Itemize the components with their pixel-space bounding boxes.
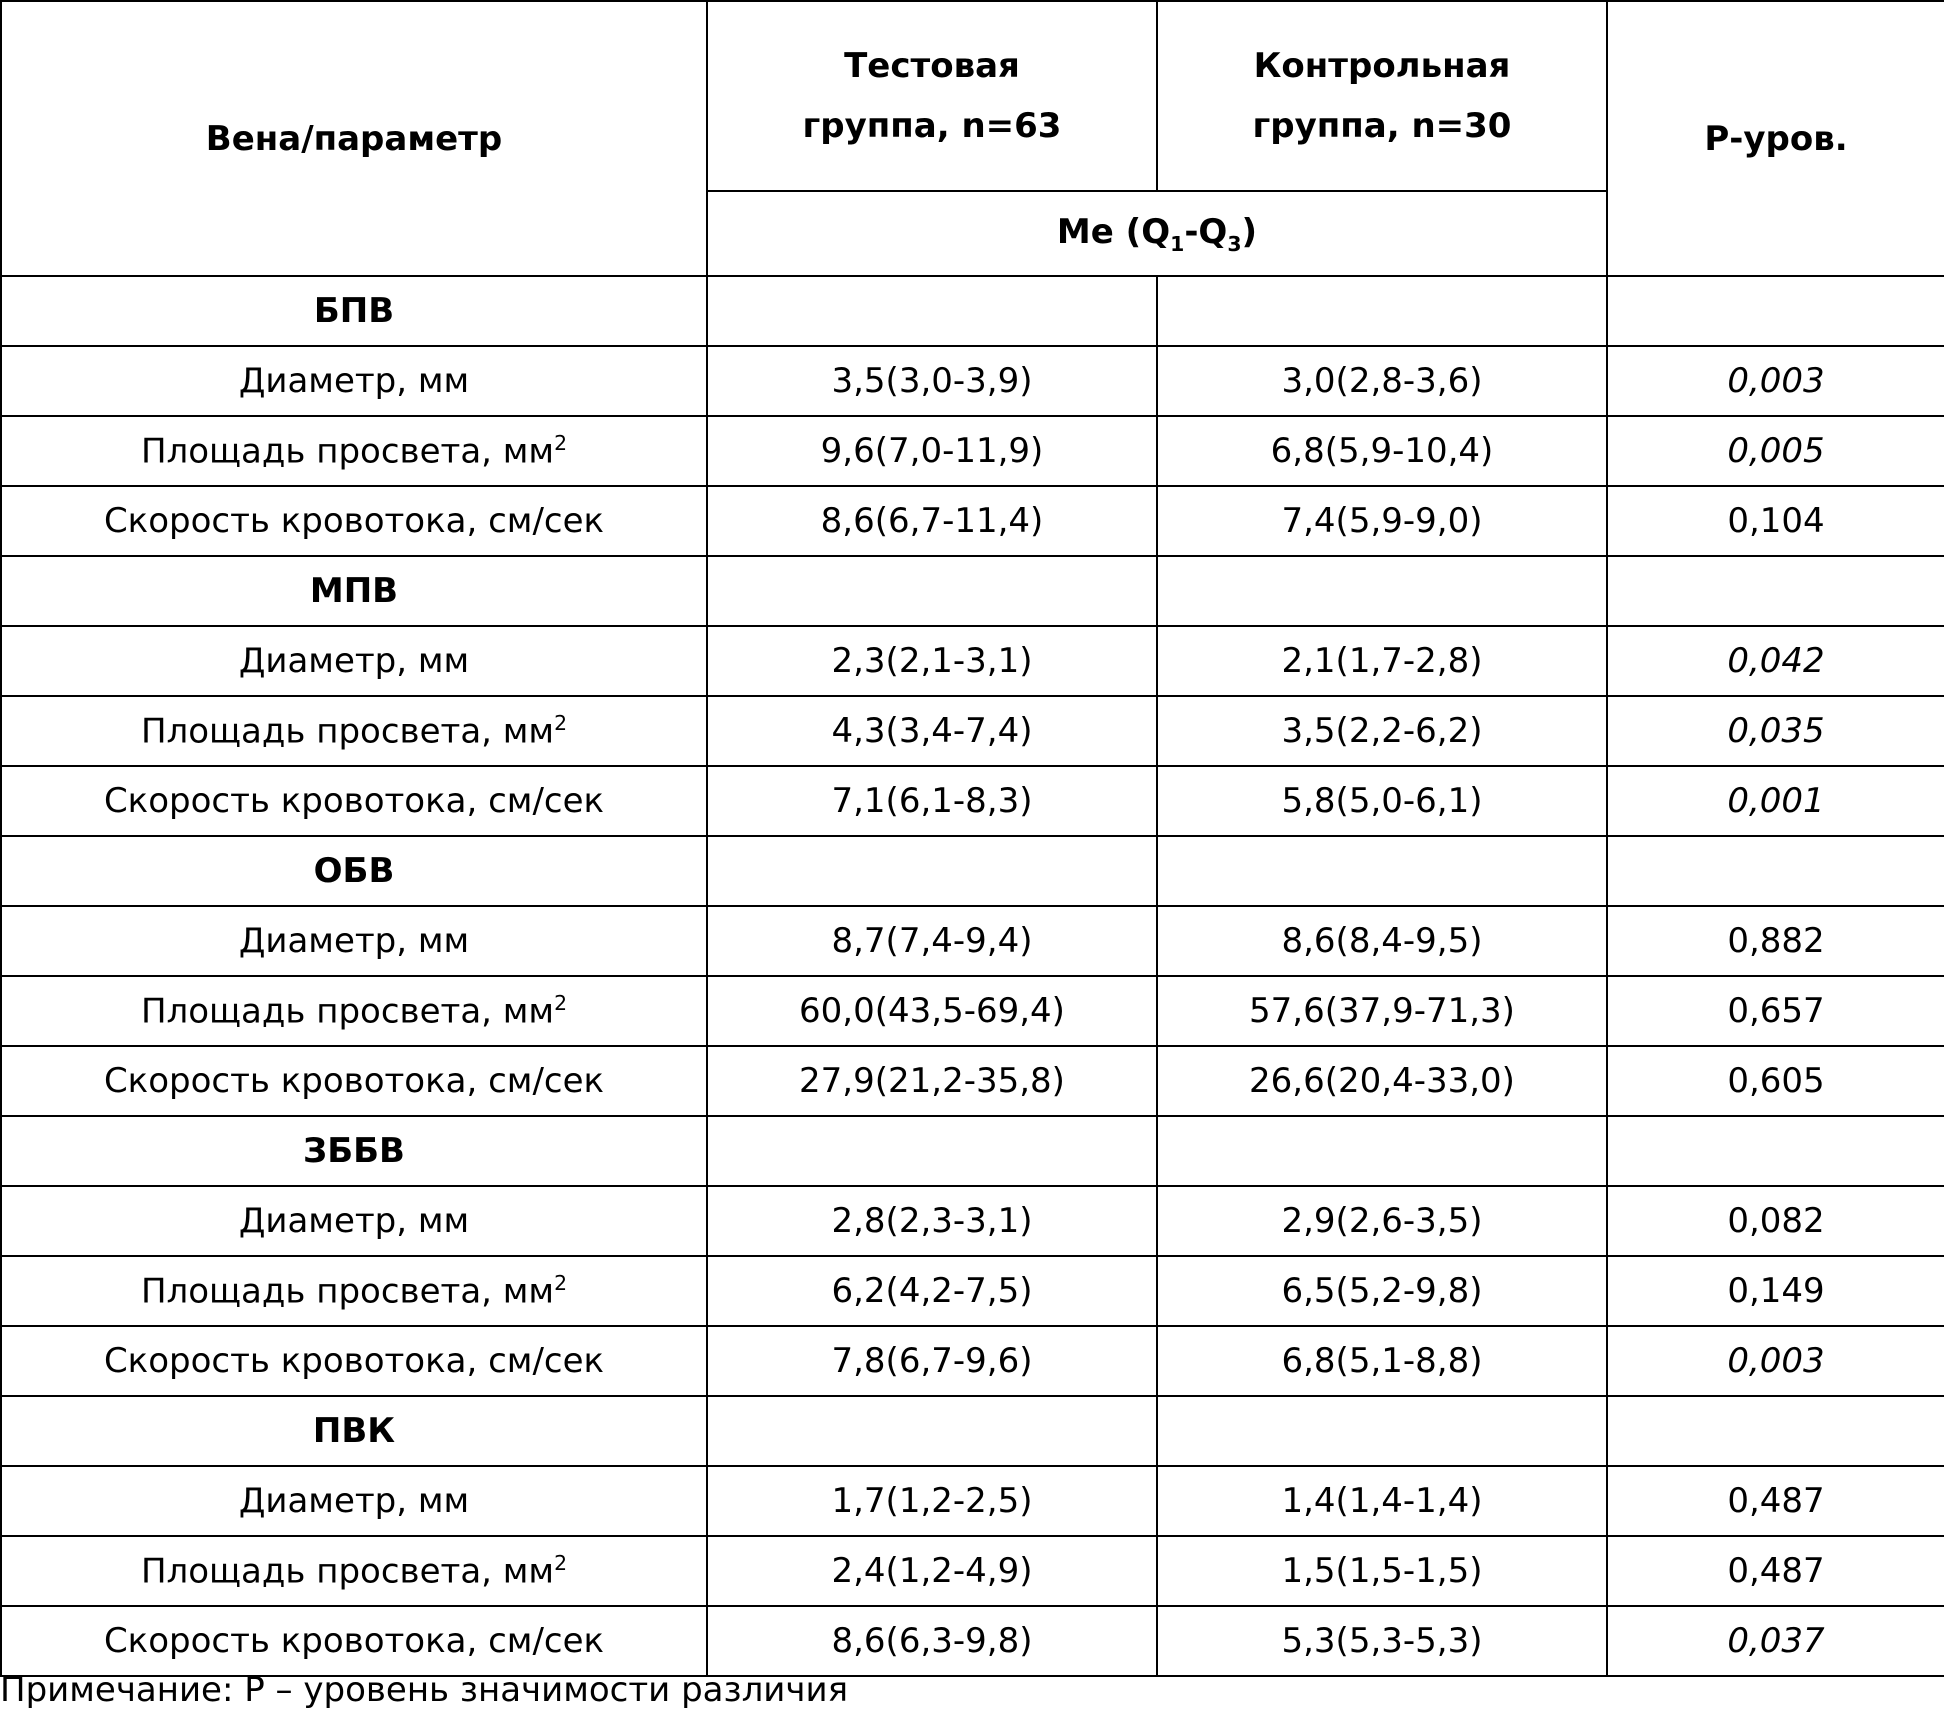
parameter-cell [1,1606,707,1676]
parameter-cell [1,626,707,696]
control-group-value: 3,0(2,8-3,6) [1157,346,1607,416]
parameter-cell [1,486,707,556]
header-median-prefix: Me (Q [1056,211,1171,252]
control-group-value: 26,6(20,4-33,0) [1157,1046,1607,1116]
area-label: Площадь просвета, мм [140,711,555,752]
p-value: 0,042 [1607,626,1944,696]
control-group-value: 1,4(1,4-1,4) [1157,1466,1607,1536]
test-group-value: 2,4(1,2-4,9) [707,1536,1157,1606]
empty-cell [1607,276,1944,346]
table-row [1,1466,1944,1536]
diameter-label: Диаметр, мм [238,921,470,961]
test-group-value: 1,7(1,2-2,5) [707,1466,1157,1536]
test-group-value: 2,3(2,1-3,1) [707,626,1157,696]
empty-cell [707,1116,1157,1186]
velocity-label: Скорость кровотока, см/сек [103,1061,605,1101]
empty-cell [1607,556,1944,626]
table-row [1,1536,1944,1606]
p-value: 0,037 [1607,1606,1944,1676]
group-row [1,836,1944,906]
control-group-value: 6,8(5,1-8,8) [1157,1326,1607,1396]
header-p-level: Р-уров. [1607,1,1944,276]
table-row [1,486,1944,556]
table-row [1,766,1944,836]
table-row [1,1326,1944,1396]
control-group-value: 57,6(37,9-71,3) [1157,976,1607,1046]
control-group-value: 1,5(1,5-1,5) [1157,1536,1607,1606]
area-label: Площадь просвета, мм [140,1551,555,1592]
empty-cell [1607,836,1944,906]
diameter-label: Диаметр, мм [238,641,470,681]
table-row [1,1606,1944,1676]
empty-cell [1157,836,1607,906]
header-control-group [1157,1,1607,191]
test-group-value: 3,5(3,0-3,9) [707,346,1157,416]
p-value: 0,005 [1607,416,1944,486]
area-unit-superscript: 2 [554,430,568,455]
control-group-value: 7,4(5,9-9,0) [1157,486,1607,556]
header-test-group [707,1,1157,191]
header-control-group-line1: Контрольная [1253,46,1511,86]
empty-cell [707,276,1157,346]
empty-cell [707,1396,1157,1466]
parameter-cell [1,416,707,486]
vein-group-name: ОБВ [1,836,707,906]
diameter-label: Диаметр, мм [238,361,470,401]
control-group-value: 2,9(2,6-3,5) [1157,1186,1607,1256]
parameter-cell [1,976,707,1046]
parameter-cell [1,766,707,836]
header-q3-subscript: 3 [1227,231,1242,256]
table-row [1,906,1944,976]
vein-group-name: ЗББВ [1,1116,707,1186]
empty-cell [1157,1116,1607,1186]
diameter-label: Диаметр, мм [238,1481,470,1521]
area-unit-superscript: 2 [554,710,568,735]
header-control-group-line2: группа, n=30 [1252,106,1512,146]
area-unit-superscript: 2 [554,1270,568,1295]
test-group-value: 27,9(21,2-35,8) [707,1046,1157,1116]
parameter-cell [1,1326,707,1396]
group-row [1,1116,1944,1186]
test-group-value: 8,6(6,7-11,4) [707,486,1157,556]
velocity-label: Скорость кровотока, см/сек [103,1341,605,1381]
p-value: 0,149 [1607,1256,1944,1326]
empty-cell [707,836,1157,906]
p-value: 0,003 [1607,346,1944,416]
parameter-cell [1,696,707,766]
test-group-value: 7,1(6,1-8,3) [707,766,1157,836]
p-value: 0,487 [1607,1466,1944,1536]
parameter-cell [1,1046,707,1116]
table-row [1,1256,1944,1326]
header-median-quartiles [707,191,1607,276]
table-row [1,976,1944,1046]
empty-cell [1607,1116,1944,1186]
table-footnote: Примечание: Р – уровень значимости различия [0,1670,849,1710]
parameter-cell [1,1256,707,1326]
vein-group-name: ПВК [1,1396,707,1466]
header-test-group-line1: Тестовая [844,46,1020,86]
table-header [1,1,1944,276]
control-group-value: 2,1(1,7-2,8) [1157,626,1607,696]
area-label: Площадь просвета, мм [140,431,555,472]
test-group-value: 60,0(43,5-69,4) [707,976,1157,1046]
control-group-value: 3,5(2,2-6,2) [1157,696,1607,766]
empty-cell [1157,1396,1607,1466]
group-row [1,276,1944,346]
area-label: Площадь просвета, мм [140,1271,555,1312]
p-value: 0,882 [1607,906,1944,976]
table-row [1,416,1944,486]
control-group-value: 5,3(5,3-5,3) [1157,1606,1607,1676]
velocity-label: Скорость кровотока, см/сек [103,781,605,821]
control-group-value: 6,5(5,2-9,8) [1157,1256,1607,1326]
parameter-cell [1,1186,707,1256]
header-median-mid: -Q [1184,211,1228,252]
p-value: 0,605 [1607,1046,1944,1116]
table-body [1,276,1944,1676]
empty-cell [1607,1396,1944,1466]
group-row [1,1396,1944,1466]
group-row [1,556,1944,626]
table-row [1,1186,1944,1256]
control-group-value: 8,6(8,4-9,5) [1157,906,1607,976]
header-median-suffix: ) [1241,211,1258,252]
empty-cell [707,556,1157,626]
parameter-cell [1,906,707,976]
vein-group-name: МПВ [1,556,707,626]
parameter-cell [1,1466,707,1536]
p-value: 0,657 [1607,976,1944,1046]
vein-group-name: БПВ [1,276,707,346]
p-value: 0,104 [1607,486,1944,556]
test-group-value: 4,3(3,4-7,4) [707,696,1157,766]
area-unit-superscript: 2 [554,1550,568,1575]
control-group-value: 5,8(5,0-6,1) [1157,766,1607,836]
test-group-value: 9,6(7,0-11,9) [707,416,1157,486]
parameter-cell [1,346,707,416]
p-value: 0,035 [1607,696,1944,766]
test-group-value: 2,8(2,3-3,1) [707,1186,1157,1256]
parameter-cell [1,1536,707,1606]
header-vein-parameter: Вена/параметр [1,1,707,276]
table-row [1,626,1944,696]
test-group-value: 8,6(6,3-9,8) [707,1606,1157,1676]
diameter-label: Диаметр, мм [238,1201,470,1241]
control-group-value: 6,8(5,9-10,4) [1157,416,1607,486]
p-value: 0,001 [1607,766,1944,836]
p-value: 0,487 [1607,1536,1944,1606]
header-q1-subscript: 1 [1170,231,1185,256]
table-row [1,1046,1944,1116]
test-group-value: 6,2(4,2-7,5) [707,1256,1157,1326]
velocity-label: Скорость кровотока, см/сек [103,1621,605,1661]
velocity-label: Скорость кровотока, см/сек [103,501,605,541]
area-label: Площадь просвета, мм [140,991,555,1032]
p-value: 0,003 [1607,1326,1944,1396]
header-test-group-line2: группа, n=63 [802,106,1062,146]
test-group-value: 8,7(7,4-9,4) [707,906,1157,976]
test-group-value: 7,8(6,7-9,6) [707,1326,1157,1396]
table-row [1,346,1944,416]
table-row [1,696,1944,766]
area-unit-superscript: 2 [554,990,568,1015]
p-value: 0,082 [1607,1186,1944,1256]
empty-cell [1157,276,1607,346]
empty-cell [1157,556,1607,626]
